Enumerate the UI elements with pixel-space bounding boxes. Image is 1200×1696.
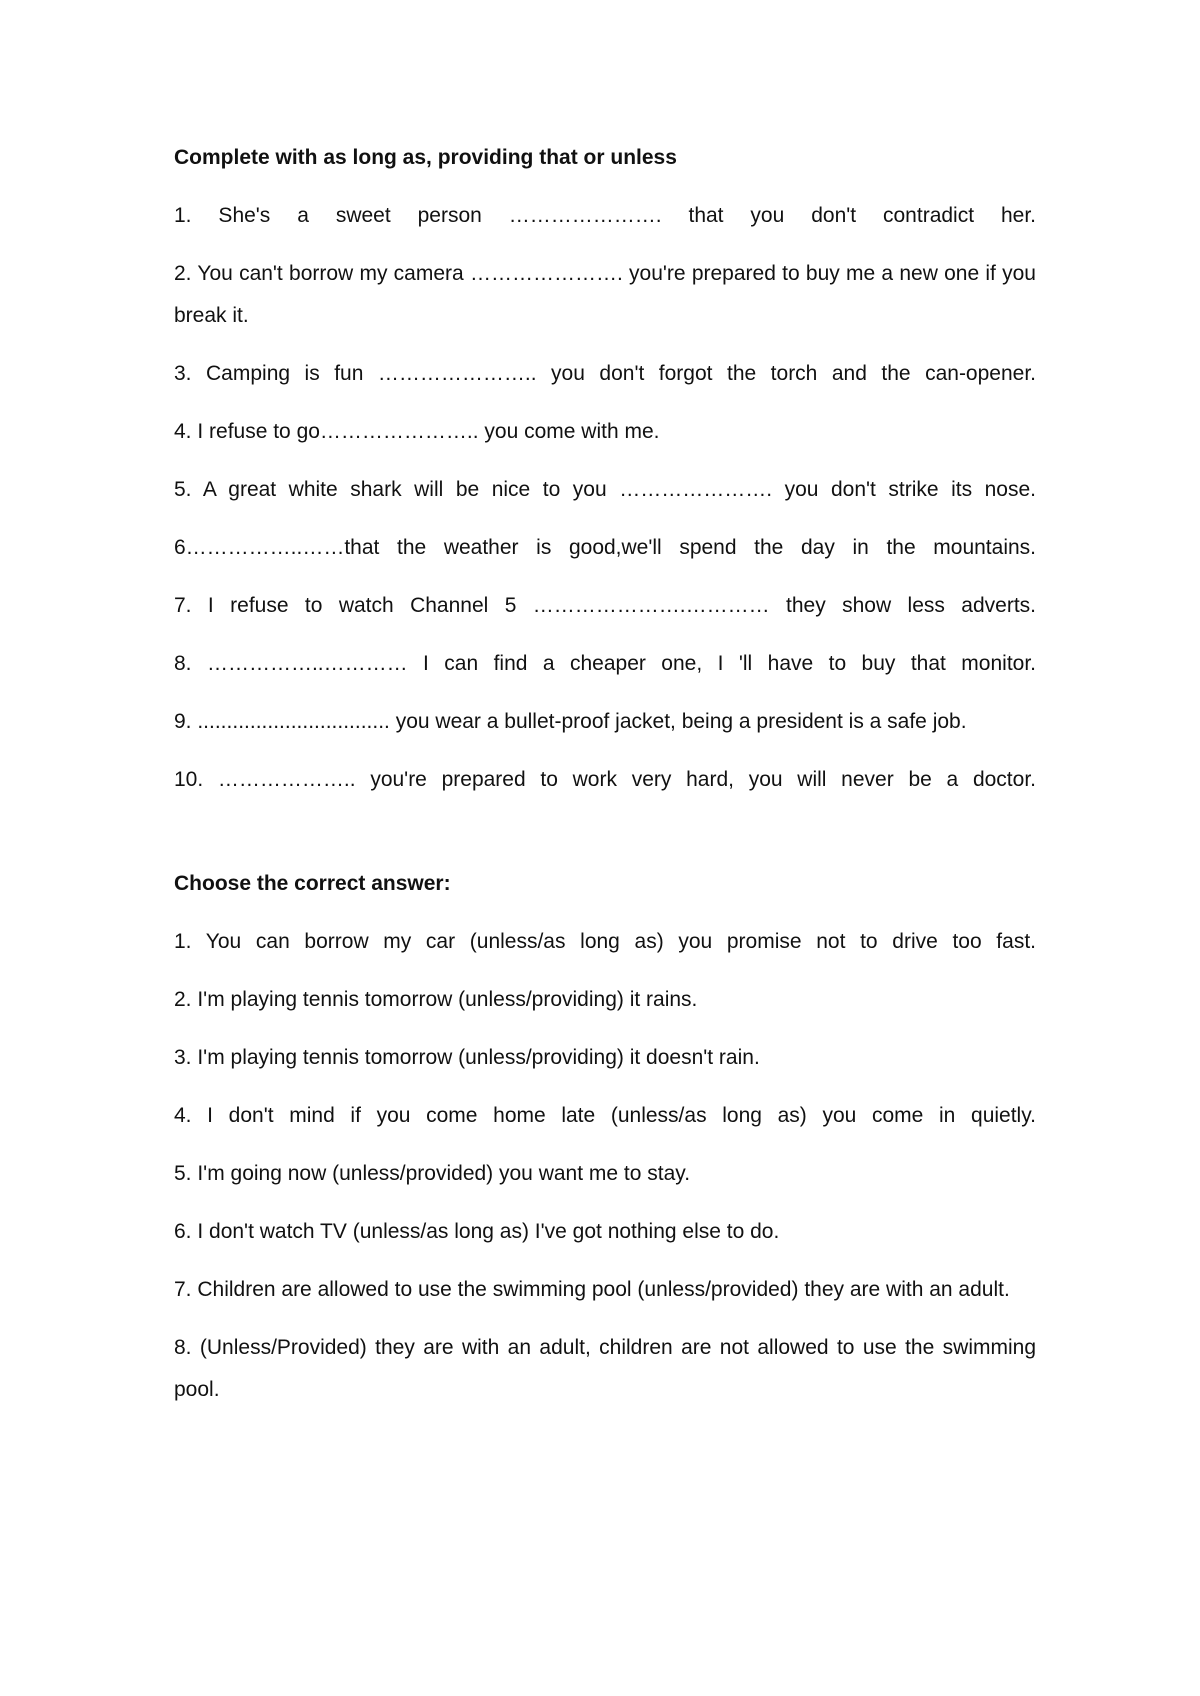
worksheet-page: [174, 143, 1036, 1427]
exercise1-item-10: 10. ……………….. you're prepared to work very hard, you will never be a doctor.: [174, 768, 1036, 791]
exercise1-item-1: 1. She's a sweet person …………………. that you don't contradict her.: [174, 204, 1036, 227]
exercise1-item-7: 7. I refuse to watch Channel 5 ………………….………… they show less adverts.: [174, 594, 1036, 617]
exercise1-item-3: 3. Camping is fun ………………….. you don't forgot the torch and the can-opener.: [174, 362, 1036, 385]
exercise1-item-8: 8. ……………..………… I can find a cheaper one, I 'll have to buy that monitor.: [174, 652, 1036, 675]
exercise1-item-6: 6……………..……that the weather is good,we'll spend the day in the mountains.: [174, 536, 1036, 559]
exercise1-item-4: 4. I refuse to go………………….. you come with me.: [174, 420, 660, 443]
section-spacer: [174, 817, 1036, 869]
exercise2-item-4: 4. I don't mind if you come home late (unless/as long as) you come in quietly.: [174, 1104, 1036, 1127]
exercise2-item-6: 6. I don't watch TV (unless/as long as) I've got nothing else to do.: [174, 1220, 780, 1243]
exercise2-item-7: 7. Children are allowed to use the swimming pool (unless/provided) they are with an adult.: [174, 1278, 1010, 1301]
exercise2-item-3: 3. I'm playing tennis tomorrow (unless/providing) it doesn't rain.: [174, 1046, 760, 1069]
exercise2-item-5: 5. I'm going now (unless/provided) you want me to stay.: [174, 1162, 691, 1185]
section2-heading: Choose the correct answer:: [174, 872, 451, 895]
section1-heading: Complete with as long as, providing that or unless: [174, 146, 677, 169]
exercise2-item-8: 8. (Unless/Provided) they are with an adult, children are not allowed to use the swimming pool.: [174, 1336, 1036, 1401]
exercise1-item-9: 9. ................................. you wear a bullet-proof jacket, being a president is a safe job.: [174, 710, 967, 733]
exercise1-item-5: 5. A great white shark will be nice to you …………………. you don't strike its nose.: [174, 478, 1036, 501]
exercise2-item-1: 1. You can borrow my car (unless/as long as) you promise not to drive too fast.: [174, 930, 1036, 953]
exercise1-item-2: 2. You can't borrow my camera …………………. you're prepared to buy me a new one if you break it.: [174, 262, 1036, 327]
exercise2-item-2: 2. I'm playing tennis tomorrow (unless/providing) it rains.: [174, 988, 698, 1011]
